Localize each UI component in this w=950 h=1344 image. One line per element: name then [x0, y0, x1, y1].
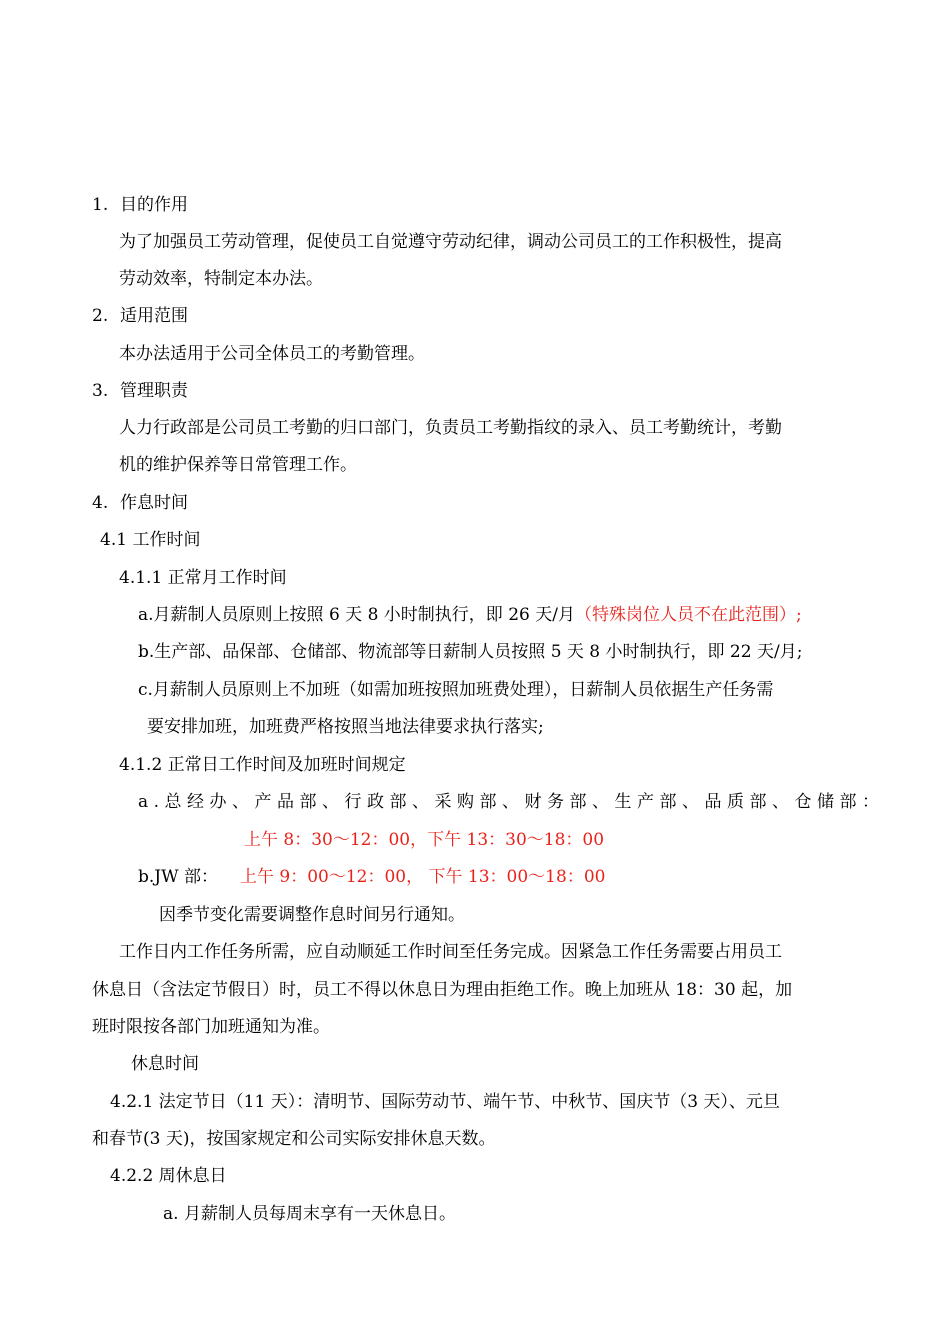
- jw-department-label: b.JW 部：: [138, 867, 218, 887]
- weekly-rest-rule-a: a. 月薪制人员每周末享有一天休息日。: [163, 1204, 456, 1224]
- subsection-4-1-2: 4.1.2 正常日工作时间及加班时间规定: [119, 755, 406, 775]
- overtime-paragraph-line: 休息日（含法定节假日）时，员工不得以休息日为理由拒绝工作。晚上加班从 18：30 起，加: [92, 980, 793, 1000]
- section-3-heading: [92, 379, 188, 403]
- subsection-4-1-1: 4.1.1 正常月工作时间: [119, 568, 287, 588]
- rule-c-line1: c.月薪制人员原则上不加班（如需加班按照加班费处理），日薪制人员依据生产任务需: [138, 680, 774, 700]
- paragraph-line: 人力行政部是公司员工考勤的归口部门，负责员工考勤指纹的录入、员工考勤统计，考勤: [119, 418, 782, 438]
- paragraph-line: 劳动效率，特制定本办法。: [119, 269, 323, 289]
- overtime-paragraph-line: 工作日内工作任务所需，应自动顺延工作时间至任务完成。因紧急工作任务需要占用员工: [119, 942, 782, 962]
- section-number: 4.: [92, 493, 109, 513]
- section-number: 2.: [92, 306, 109, 326]
- section-1-heading: [92, 193, 188, 217]
- section-title: 适用范围: [120, 306, 188, 326]
- paragraph-line: 本办法适用于公司全体员工的考勤管理。: [119, 344, 425, 364]
- rule-a-exception: （特殊岗位人员不在此范围）;: [574, 605, 802, 625]
- subsection-4-2-1: 4.2.1 法定节日（11 天）：清明节、国际劳动节、端午节、中秋节、国庆节（3 天）、元旦: [110, 1092, 780, 1112]
- schedule-b: 上午 9：00～12：00， 下午 13：00～18：00: [240, 867, 606, 887]
- section-2-heading: [92, 304, 188, 328]
- paragraph-line: 机的维护保养等日常管理工作。: [119, 455, 357, 475]
- departments-a: a.总经办、产品部、行政部、采购部、财务部、生产部、品质部、仓储部：: [138, 792, 885, 812]
- rule-c-line2: 要安排加班，加班费严格按照当地法律要求执行落实;: [147, 717, 544, 737]
- rule-a-text: a.月薪制人员原则上按照 6 天 8 小时制执行，即 26 天/月: [138, 605, 575, 625]
- paragraph-line: 为了加强员工劳动管理，促使员工自觉遵守劳动纪律，调动公司员工的工作积极性，提高: [119, 232, 782, 252]
- overtime-paragraph-line: 班时限按各部门加班通知为准。: [92, 1017, 330, 1037]
- rule-a: [138, 603, 802, 627]
- rest-time-heading: 休息时间: [131, 1054, 199, 1074]
- section-title: 管理职责: [120, 381, 188, 401]
- section-number: 1.: [92, 195, 109, 215]
- section-title: 作息时间: [120, 493, 188, 513]
- schedule-b-row: [138, 865, 218, 889]
- subsection-4-2-1-cont: 和春节(3 天)，按国家规定和公司实际安排休息天数。: [92, 1129, 496, 1149]
- section-4-heading: [92, 491, 188, 515]
- subsection-4-1: 4.1 工作时间: [100, 530, 201, 550]
- schedule-a: 上午 8：30～12：00，下午 13：30～18：00: [244, 830, 605, 850]
- subsection-4-2-2: 4.2.2 周休息日: [110, 1166, 227, 1186]
- section-title: 目的作用: [120, 195, 188, 215]
- section-number: 3.: [92, 381, 109, 401]
- rule-b: b.生产部、品保部、仓储部、物流部等日薪制人员按照 5 天 8 小时制执行，即 22 天/月;: [138, 642, 803, 662]
- schedule-notice: 因季节变化需要调整作息时间另行通知。: [159, 905, 465, 925]
